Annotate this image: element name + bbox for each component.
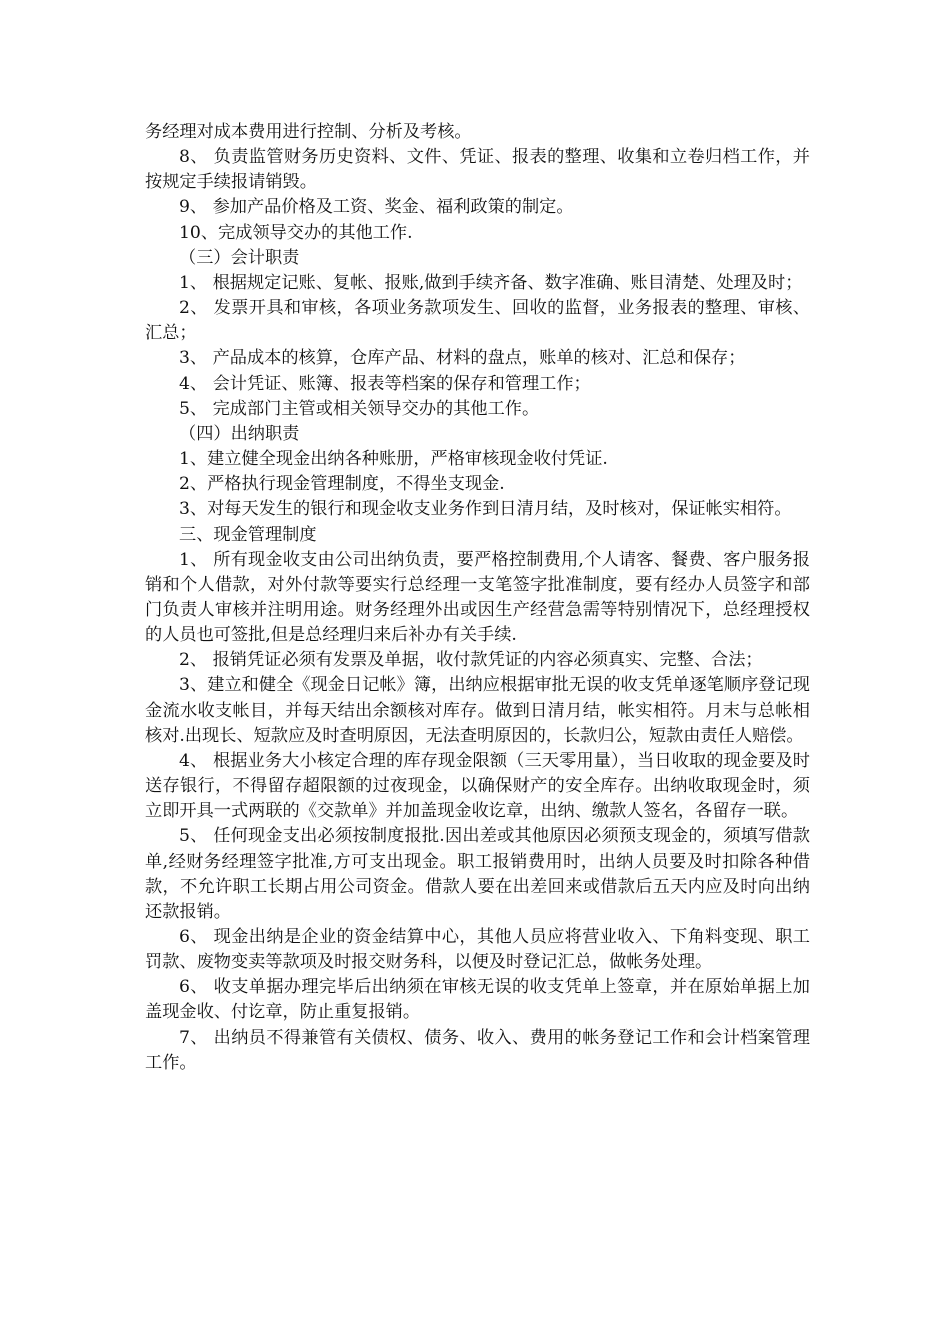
paragraph: 10、完成领导交办的其他工作. — [179, 222, 413, 243]
paragraph: 5、 任何现金支出必须按制度报批.因出差或其他原因必须预支现金的，须填写借款单,经财务经理签字批准,方可支出现金。职工报销费用时，出纳人员要及时扣除各种借款，不允许职工长期占用公司资金。借款人要在出差回来或借款后五天内应及时向出纳还款报销。 — [145, 826, 810, 922]
paragraph: 1、建立健全现金出纳各种账册，严格审核现金收付凭证. — [179, 449, 608, 470]
paragraph: 3、 产品成本的核算，仓库产品、材料的盘点，账单的核对、汇总和保存； — [179, 348, 746, 369]
paragraph: 8、 负责监管财务历史资料、文件、凭证、报表的整理、收集和立卷归档工作，并按规定手续报请销毁。 — [145, 147, 810, 193]
paragraph: 务经理对成本费用进行控制、分析及考核。 — [145, 122, 472, 142]
paragraph: 3、建立和健全《现金日记帐》簿，出纳应根据审批无误的收支凭单逐笔顺序登记现金流水收支帐目，并每天结出余额核对库存。做到日清月结，帐实相符。月末与总帐相核对.出现长、短款应及时查明原因，无法查明原因的，长款归公，短款由责任人赔偿。 — [145, 675, 810, 746]
paragraph: 2、 报销凭证必须有发票及单据，收付款凭证的内容必须真实、完整、合法； — [179, 650, 763, 671]
document-body — [145, 120, 810, 1076]
paragraph: 2、严格执行现金管理制度，不得坐支现金. — [179, 474, 505, 495]
section-heading: （四）出纳职责 — [179, 423, 300, 444]
paragraph: 5、 完成部门主管或相关领导交办的其他工作。 — [179, 398, 540, 419]
paragraph: 9、 参加产品价格及工资、奖金、福利政策的制定。 — [179, 197, 574, 218]
paragraph: 3、对每天发生的银行和现金收支业务作到日清月结，及时核对，保证帐实相符。 — [179, 499, 792, 520]
paragraph: 6、 现金出纳是企业的资金结算中心，其他人员应将营业收入、下角料变现、职工罚款、废物变卖等款项及时报交财务科，以便及时登记汇总，做帐务处理。 — [145, 927, 810, 973]
paragraph: 1、 根据规定记账、复帐、报账,做到手续齐备、数字准确、账目清楚、处理及时； — [179, 272, 803, 293]
paragraph: 2、 发票开具和审核，各项业务款项发生、回收的监督，业务报表的整理、审核、汇总； — [145, 298, 810, 344]
paragraph: 7、 出纳员不得兼管有关债权、债务、收入、费用的帐务登记工作和会计档案管理工作。 — [145, 1027, 810, 1073]
paragraph: 4、 根据业务大小核定合理的库存现金限额（三天零用量），当日收取的现金要及时送存银行，不得留存超限额的过夜现金，以确保财产的安全库存。出纳收取现金时，须立即开具一式两联的《交款单》并加盖现金收讫章，出纳、缴款人签名，各留存一联。 — [145, 750, 810, 822]
section-heading: （三）会计职责 — [179, 247, 300, 268]
paragraph: 6、 收支单据办理完毕后出纳须在审核无误的收支凭单上签章，并在原始单据上加盖现金收、付讫章，防止重复报销。 — [145, 977, 810, 1023]
paragraph: 1、 所有现金收支由公司出纳负责，要严格控制费用,个人请客、餐费、客户服务报销和个人借款，对外付款等要实行总经理一支笔签字批准制度，要有经办人员签字和部门负责人审核并注明用途。财务经理外出或因生产经营急需等特别情况下，总经理授权的人员也可签批,但是总经理归来后补办有关手续. — [145, 549, 810, 646]
paragraph: 4、 会计凭证、账簿、报表等档案的保存和管理工作； — [179, 373, 591, 394]
section-heading: 三、现金管理制度 — [179, 524, 317, 545]
